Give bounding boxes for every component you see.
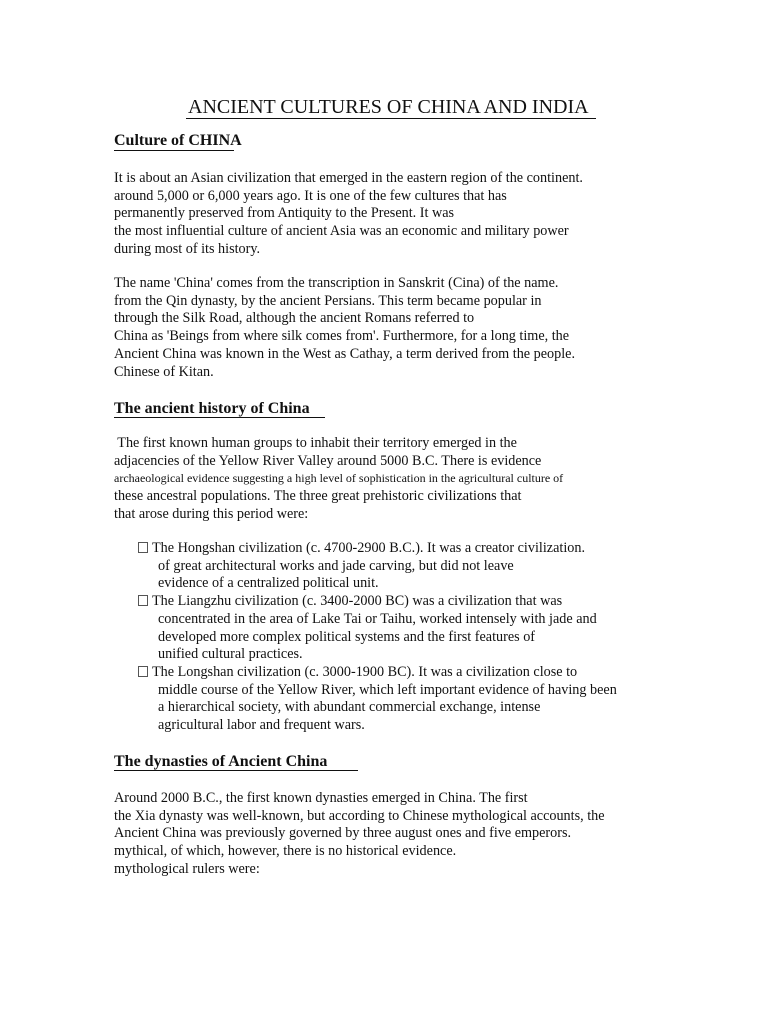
text-line: these ancestral populations. The three great prehistoric civilizations that (114, 488, 522, 505)
heading-underline-history (114, 417, 325, 418)
bullet-box-icon (138, 595, 148, 606)
text-line: mythological rulers were: (114, 860, 260, 877)
text-line: China as 'Beings from where silk comes from'. Furthermore, for a long time, the (114, 328, 570, 345)
text-line: the Xia dynasty was well-known, but according to Chinese mythological accounts, the (114, 807, 605, 824)
text-line: The name 'China' comes from the transcription in Sanskrit (Cina) of the name. (114, 275, 559, 291)
list-item-text: agricultural labor and frequent wars. (158, 717, 365, 734)
text-line: the most influential culture of ancient Asia was an economic and military power (114, 223, 569, 240)
paragraph-culture-name (114, 275, 575, 381)
text-line: that arose during this period were: (114, 505, 309, 522)
text-line: through the Silk Road, although the ancient Romans referred to (114, 310, 475, 327)
list-item-text: of great architectural works and jade carving, but did not leave (158, 557, 514, 574)
text-line: Chinese of Kitan. (114, 363, 214, 380)
section-heading-dynasties: The dynasties of Ancient China (114, 753, 328, 770)
text-line: It is about an Asian civilization that emerged in the eastern region of the continent. (114, 170, 583, 186)
list-item-text: The Longshan civilization (c. 3000-1900 BC). It was a civilization close to (152, 663, 578, 680)
list-item-text: a hierarchical society, with abundant commercial exchange, intense (158, 699, 541, 716)
text-line: adjacencies of the Yellow River Valley around 5000 B.C. There is evidence (114, 452, 542, 469)
list-item-text: The Liangzhu civilization (c. 3400-2000 BC) was a civilization that was (152, 593, 563, 610)
paragraph-history (114, 435, 563, 524)
civilizations-list (114, 540, 617, 735)
document-title: ANCIENT CULTURES OF CHINA AND INDIA (188, 96, 589, 118)
text-line: Around 2000 B.C., the first known dynasties emerged in China. The first (114, 790, 528, 806)
heading-underline-dynasties (114, 770, 358, 771)
text-line: around 5,000 or 6,000 years ago. It is one of the few cultures that has (114, 187, 507, 204)
text-line: The first known human groups to inhabit their territory emerged in the (114, 435, 517, 451)
list-item (114, 540, 617, 593)
bullet-box-icon (138, 666, 148, 677)
heading-underline-culture (114, 150, 234, 151)
list-item (114, 664, 617, 735)
list-item-text: concentrated in the area of Lake Tai or Taihu, worked intensely with jade and (158, 610, 597, 627)
text-line: Ancient China was previously governed by three august ones and five emperors. (114, 825, 572, 842)
text-line: mythical, of which, however, there is no historical evidence. (114, 843, 457, 860)
paragraph-dynasties (114, 790, 605, 879)
section-heading-history: The ancient history of China (114, 400, 310, 417)
text-line: during most of its history. (114, 240, 261, 257)
bullet-box-icon (138, 542, 148, 553)
list-item-text: evidence of a centralized political unit. (158, 575, 379, 592)
text-line: Ancient China was known in the West as Cathay, a term derived from the people. (114, 345, 576, 362)
list-item-text: unified cultural practices. (158, 646, 303, 663)
list-item (114, 593, 617, 664)
list-item-text: middle course of the Yellow River, which left important evidence of having been (158, 681, 617, 698)
paragraph-culture-intro (114, 170, 583, 259)
list-item-text: The Hongshan civilization (c. 4700-2900 B.C.). It was a creator civilization. (152, 540, 585, 556)
list-item-text: developed more complex political systems and the first features of (158, 628, 536, 645)
text-line: permanently preserved from Antiquity to the Present. It was (114, 205, 455, 222)
text-line: from the Qin dynasty, by the ancient Persians. This term became popular in (114, 292, 542, 309)
title-underline (186, 118, 596, 119)
text-line: archaeological evidence suggesting a high level of sophistication in the agricultural culture of (114, 471, 564, 486)
section-heading-culture: Culture of CHINA (114, 132, 242, 149)
